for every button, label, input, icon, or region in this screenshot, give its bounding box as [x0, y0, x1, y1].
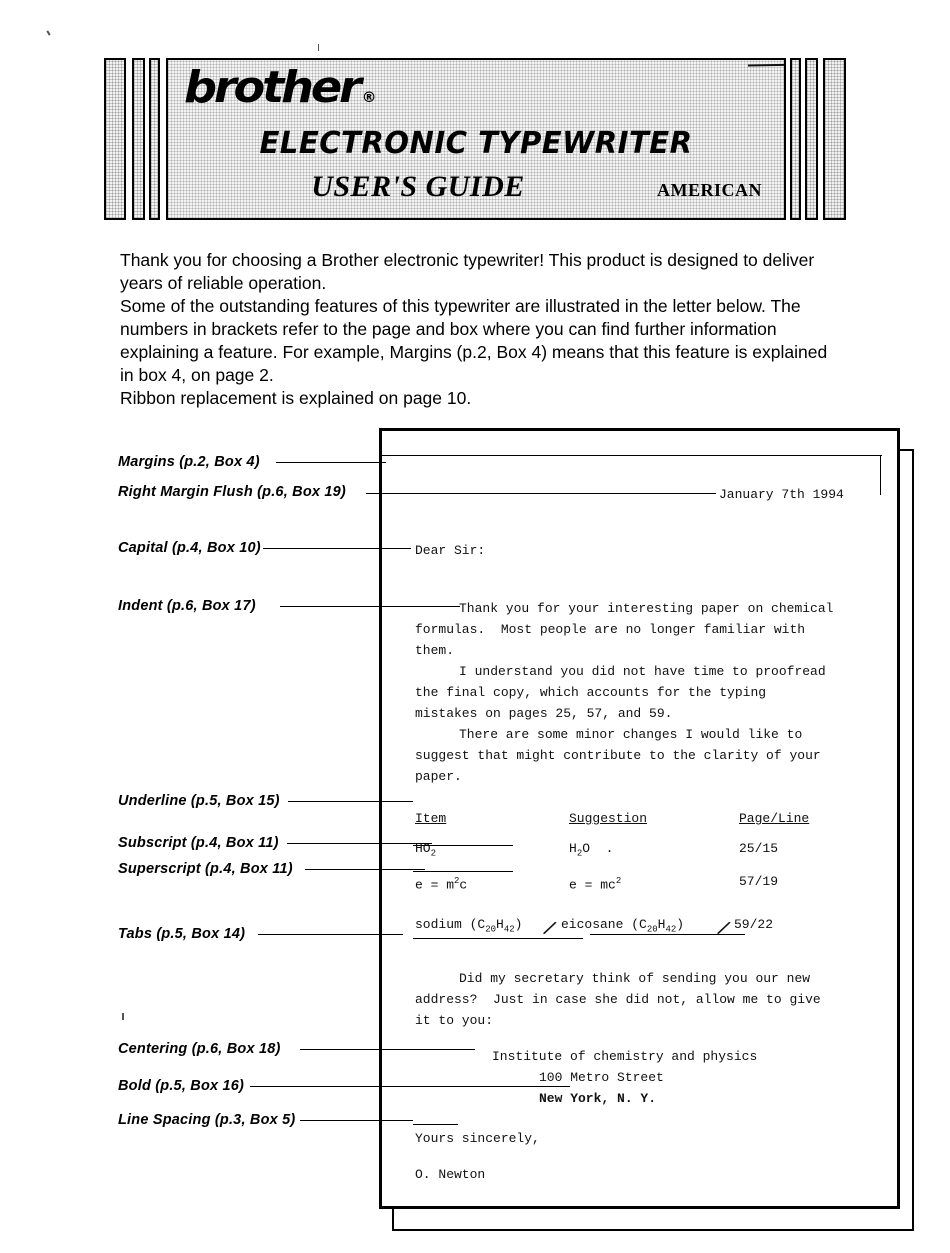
cell-tab-suggestion-text: eicosane (C — [561, 917, 647, 932]
cell-tab-suggestion — [561, 914, 684, 941]
cell-tab-suggestion-close: ) — [676, 917, 685, 932]
table-header-pageline: Page/Line — [739, 811, 810, 826]
leader-line-right-margin-flush — [366, 493, 716, 494]
letter-para3-line3: paper. — [415, 769, 462, 784]
cell-suggestion-text: e = mc — [569, 877, 616, 893]
table-header-suggestion: Suggestion — [569, 811, 648, 826]
scan-speck — [318, 44, 319, 51]
guide-region-label: AMERICAN — [657, 180, 762, 200]
feature-rule-tabs-1 — [413, 938, 583, 939]
cell-suggestion-superscript: 2 — [615, 876, 622, 886]
feature-rule-subscript — [413, 845, 513, 846]
cell-suggestion-subscript: 2 — [576, 848, 583, 859]
annotation-capital: Capital (p.4, Box 10) — [118, 540, 261, 556]
letter-para1-line2: formulas. Most people are no longer familiar with — [415, 622, 806, 637]
table-row — [415, 838, 436, 865]
letter-para4-line3: it to you: — [415, 1013, 494, 1028]
cell-item-formula: e = m — [415, 877, 455, 893]
annotation-margins: Margins (p.2, Box 4) — [118, 454, 260, 470]
letter-para1-line3: them. — [415, 643, 455, 658]
leader-line-capital — [263, 548, 411, 549]
tab-stop-marker: / — [713, 917, 733, 944]
cell-item-subscript: 2 — [430, 848, 437, 859]
letter-para3-line1: There are some minor changes I would like to — [459, 727, 803, 742]
cell-suggestion-formula — [569, 838, 613, 865]
cell-item-superscript: 2 — [454, 876, 460, 886]
letter-address-line1: Institute of chemistry and physics — [492, 1049, 758, 1064]
letter-content — [379, 428, 900, 1209]
leader-line-bold — [250, 1086, 570, 1087]
cell-tab-item-sub2: 42 — [503, 924, 515, 935]
annotation-centering: Centering (p.6, Box 18) — [118, 1041, 281, 1057]
cell-tab-suggestion-sub1: 20 — [646, 924, 658, 935]
guide-title-line1: ELECTRONIC TYPEWRITER — [259, 126, 693, 161]
tab-stop-marker: / — [539, 917, 559, 944]
cell-suggestion-tail: O . — [582, 841, 614, 856]
annotation-line-spacing: Line Spacing (p.3, Box 5) — [118, 1112, 296, 1128]
leader-line-indent — [280, 606, 460, 607]
letter-date: January 7th 1994 — [719, 487, 844, 502]
cell-tab-item-h: H — [496, 917, 504, 932]
letter-para2-line1: I understand you did not have time to proofread — [459, 664, 826, 679]
cell-tab-item-sub1: 20 — [485, 924, 497, 935]
cell-tab-pageline: 59/22 — [734, 917, 774, 932]
letter-salutation: Dear Sir: — [415, 543, 486, 558]
letter-address-line3: New York, N. Y. — [539, 1091, 657, 1106]
intro-paragraph-2: Some of the outstanding features of this typewriter are illustrated in the letter below. The numbers in brackets refer to the page and box where you can find further information explaining a feature. For example, Margins (p.2, Box 4) means that this feature is explained in box 4, on page 2. — [120, 296, 828, 385]
table-header-item: Item — [415, 811, 447, 826]
leader-line-centering — [300, 1049, 475, 1050]
feature-rule-tabs-2 — [590, 934, 745, 935]
letter-para3-line2: suggest that might contribute to the clarity of your — [415, 748, 821, 763]
annotation-tabs: Tabs (p.5, Box 14) — [118, 926, 246, 942]
guide-title-line2: USER'S GUIDE — [311, 170, 525, 203]
brother-logo-text: brother — [184, 62, 359, 113]
letter-para4-line1: Did my secretary think of sending you our new — [459, 971, 811, 986]
cell-item-formula: HO — [415, 841, 431, 856]
annotation-right-margin-flush: Right Margin Flush (p.6, Box 19) — [118, 484, 346, 500]
leader-line-margins — [276, 462, 386, 463]
cell-suggestion-formula — [569, 871, 621, 895]
intro-paragraph-3: Ribbon replacement is explained on page 10. — [120, 388, 472, 408]
feature-rule-superscript — [413, 871, 513, 872]
cell-tab-suggestion-h: H — [657, 917, 666, 932]
letter-para2-line3: mistakes on pages 25, 57, and 59. — [415, 706, 673, 721]
cell-tab-item-close: ) — [514, 917, 523, 932]
letter-para4-line2: address? Just in case she did not, allow me to give — [415, 992, 821, 1007]
cell-tab-suggestion-sub2: 42 — [665, 924, 677, 935]
table-row-tabs — [415, 914, 522, 941]
leader-line-tabs — [258, 934, 403, 935]
feature-rule-line-spacing — [413, 1124, 458, 1125]
annotation-underline: Underline (p.5, Box 15) — [118, 793, 280, 809]
cell-suggestion-text: H — [569, 841, 577, 856]
cell-pageline: 25/15 — [739, 841, 779, 856]
cell-item-tail: c — [459, 877, 468, 893]
leader-line-superscript — [305, 869, 425, 870]
annotation-superscript: Superscript (p.4, Box 11) — [118, 861, 293, 877]
intro-paragraph-1: Thank you for choosing a Brother electronic typewriter! This product is designed to deliver years of reliable operation. — [120, 250, 815, 293]
scan-speck — [122, 1013, 124, 1020]
annotation-bold: Bold (p.5, Box 16) — [118, 1078, 245, 1094]
cell-pageline: 57/19 — [739, 874, 779, 889]
leader-line-subscript — [287, 843, 432, 844]
annotation-indent: Indent (p.6, Box 17) — [118, 598, 256, 614]
letter-para1-line1: Thank you for your interesting paper on chemical — [459, 601, 834, 616]
annotation-subscript: Subscript (p.4, Box 11) — [118, 835, 279, 851]
letter-address-line2: 100 Metro Street — [539, 1070, 664, 1085]
letter-closing: Yours sincerely, — [415, 1131, 540, 1146]
table-row — [415, 871, 467, 895]
cell-tab-item: sodium (C — [415, 917, 486, 932]
leader-line-underline — [288, 801, 413, 802]
letter-signature: O. Newton — [415, 1167, 486, 1182]
letter-para2-line2: the final copy, which accounts for the typing — [415, 685, 767, 700]
registered-trademark-icon: ® — [361, 90, 377, 106]
leader-line-line-spacing — [300, 1120, 413, 1121]
